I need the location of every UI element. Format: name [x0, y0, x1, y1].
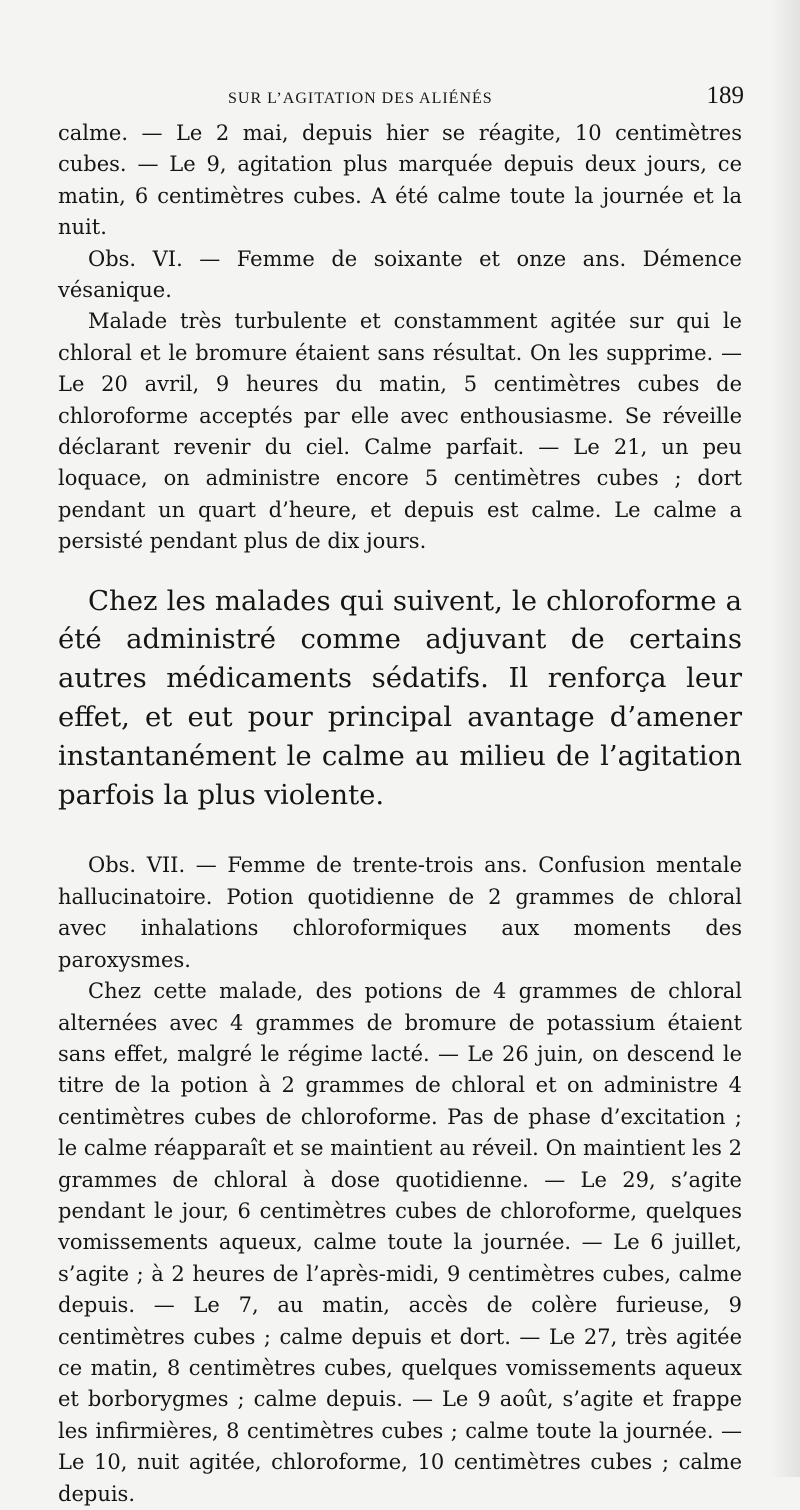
page-number: 189: [706, 82, 744, 109]
body-text: [58, 118, 742, 1510]
observation-heading-vi: Obs. VI. — Femme de soixante et onze ans. Démence vésanique.: [58, 246, 742, 303]
paragraph-continuation: calme. — Le 2 mai, depuis hier se réagite, 10 centimètres cubes. — Le 9, agitation plus marquée depuis deux jours, ce matin, 6 centimètres cubes. A été calme toute la journée et la nuit.: [58, 121, 742, 240]
observation-heading-vii: Obs. VII. — Femme de trente-trois ans. Confusion mentale hallucinatoire. Potion quotidienne de 2 grammes de chloral avec inhalations chloroformiques aux moments des paroxysmes.: [58, 853, 742, 972]
paragraph-case-vii: Chez cette malade, des potions de 4 grammes de chloral alternées avec 4 grammes de bromure de potassium étaient sans effet, malgré le régime lacté. — Le 26 juin, on descend le titre de la potion à 2 grammes de chloral et on administre 4 centimètres cubes de chloroforme. Pas de phase d’excitation ; le calme réapparaît et se maintient au réveil. On maintient les 2 grammes de chloral à dose quotidienne. — Le 29, s’agite pendant le jour, 6 centimètres cubes de chloroforme, quelques vomissements aqueux, calme toute la journée. — Le 6 juillet, s’agite ; à 2 heures de l’après-midi, 9 centimètres cubes, calme depuis. — Le 7, au matin, accès de colère furieuse, 9 centimètres cubes ; calme depuis et dort. — Le 27, très agitée ce matin, 8 centimètres cubes, quelques vomissements aqueux et borborygmes ; calme depuis. — Le 9 août, s’agite et frappe les infirmières, 8 centimètres cubes ; calme toute la journée. — Le 10, nuit agitée, chloroforme, 10 centimètres cubes ; calme depuis.: [58, 979, 742, 1506]
page-edge-shadow: [770, 0, 800, 1477]
paragraph-case-vi: Malade très turbulente et constamment agitée sur qui le chloral et le bromure étaient sans résultat. On les supprime. — Le 20 avril, 9 heures du matin, 5 centimètres cubes de chloroforme acceptés par elle avec enthousiasme. Se réveille déclarant revenir du ciel. Calme parfait. — Le 21, un peu loquace, on administre encore 5 centimètres cubes ; dort pendant un quart d’heure, et depuis est calme. Le calme a persisté pendant plus de dix jours.: [58, 309, 742, 554]
running-title: SUR L’AGITATION DES ALIÉNÉS: [228, 90, 493, 107]
running-header: [0, 82, 800, 114]
paragraph-large-transition: Chez les malades qui suivent, le chloroforme a été administré comme adjuvant de certains autres médicaments sédatifs. Il renforça leur effet, et eut pour principal avantage d’amener instantanément le calme au milieu de l’agitation parfois la plus violente.: [58, 584, 742, 811]
